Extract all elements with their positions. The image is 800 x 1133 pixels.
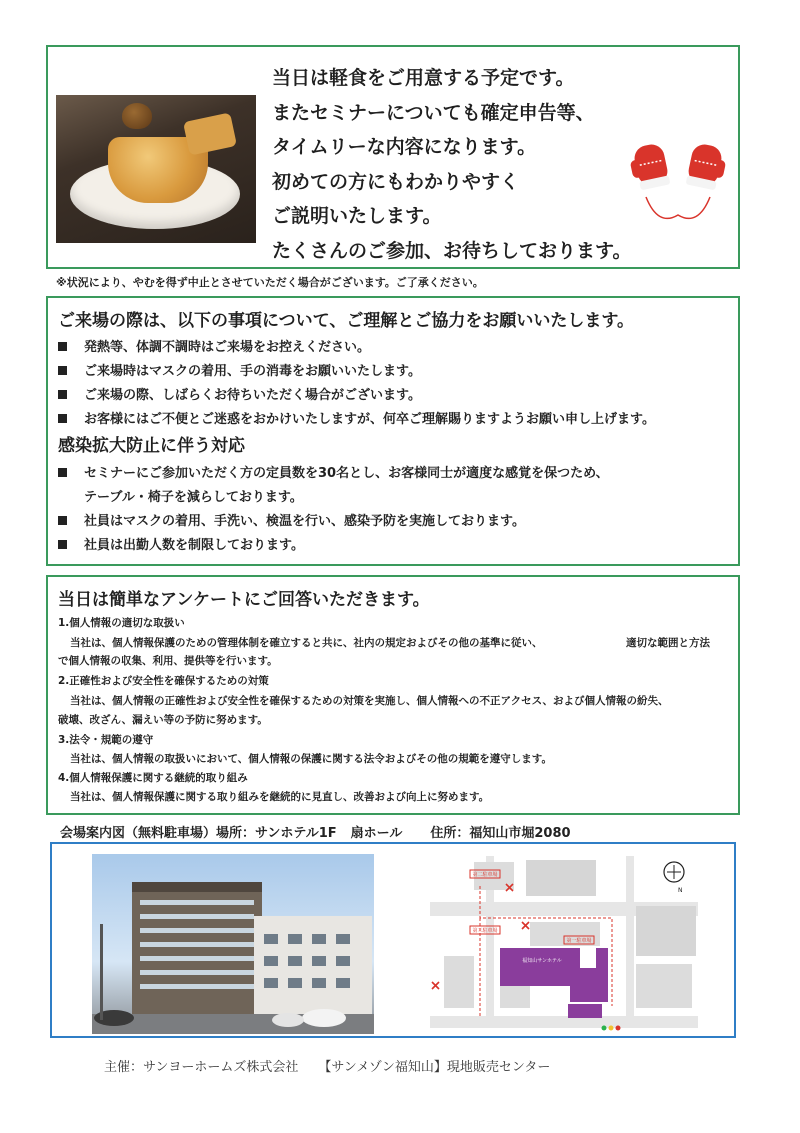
visit-rules-box bbox=[46, 296, 740, 566]
intro-line: タイムリーな内容になります。 bbox=[272, 136, 537, 158]
sales-center: 【サンメゾン福知山】現地販売センター bbox=[318, 1060, 551, 1075]
intro-line: 初めての方にもわかりやすく bbox=[272, 170, 520, 193]
privacy-text: 破壊、改ざん、漏えい等の予防に努めます。 bbox=[58, 714, 268, 726]
cancellation-notice: ※状況により、やむを得ず中止とさせていただく場合がございます。ご了承ください。 bbox=[56, 276, 484, 289]
mittens-icon bbox=[628, 135, 728, 235]
list-item: ご来場時はマスクの着用、手の消毒をお願いいたします。 bbox=[58, 360, 421, 379]
list-item: 社員はマスクの着用、手洗い、検温を行い、感染予防を実施しております。 bbox=[58, 510, 525, 529]
list-item: お客様にはご不便とご迷惑をおかけいたしますが、何卒ご理解賜りますようお願い申し上げます。 bbox=[58, 408, 655, 427]
map-label-parking1: 第一駐車場 bbox=[566, 938, 592, 944]
footer bbox=[104, 1056, 550, 1075]
privacy-text: で個人情報の収集、利用、提供等を行います。 bbox=[58, 655, 278, 667]
privacy-heading: 4.個人情報保護に関する継続的取り組み bbox=[58, 772, 248, 784]
privacy-text: 適切な範囲と方法 bbox=[626, 637, 710, 649]
venue-label: 会場案内図（無料駐車場）場所：サンホテル1F bbox=[60, 826, 337, 841]
chestnut-shape bbox=[122, 103, 152, 129]
privacy-text: 当社は、個人情報の正確性および安全性を確保するための対策を実施し、個人情報への不正アクセス、および個人情報の紛失、 bbox=[70, 695, 669, 707]
venue-info bbox=[60, 822, 571, 841]
list-item: ご来場の際、しばらくお待ちいただく場合がございます。 bbox=[58, 384, 421, 403]
intro-line: 当日は軽食をご用意する予定です。 bbox=[272, 67, 575, 89]
privacy-heading: 1.個人情報の適切な取扱い bbox=[58, 617, 185, 629]
privacy-text: 当社は、個人情報保護のための管理体制を確立すると共に、社内の規定およびその他の基準に従い、 bbox=[70, 637, 543, 649]
privacy-text: 当社は、個人情報保護に関する取り組みを継続的に見直し、改善および向上に努めます。 bbox=[70, 791, 490, 803]
organizer: 主催：サンヨーホームズ株式会社 bbox=[104, 1060, 299, 1075]
list-item-continued: テーブル・椅子を減らしております。 bbox=[84, 490, 303, 505]
list-item: セミナーにご参加いただく方の定員数を30名とし、お客様同士が適度な感覚を保つため、 bbox=[58, 462, 609, 481]
list-item: 社員は出勤人数を制限しております。 bbox=[58, 534, 304, 553]
intro-line: またセミナーについても確定申告等、 bbox=[272, 101, 595, 124]
north-indicator: N bbox=[678, 887, 683, 894]
map-label-parking2: 第二駐車場 bbox=[472, 872, 498, 878]
list-item: 発熱等、体調不調時はご来場をお控えください。 bbox=[58, 336, 370, 355]
venue-hall: 扇ホール bbox=[350, 826, 403, 841]
cake-slice-shape bbox=[183, 112, 237, 155]
survey-title: 当日は簡単なアンケートにご回答いただきます。 bbox=[58, 590, 430, 610]
intro-line: ご説明いたします。 bbox=[272, 205, 442, 227]
infection-title: 感染拡大防止に伴う対応 bbox=[58, 436, 245, 456]
survey-box bbox=[46, 575, 740, 815]
venue-map-box bbox=[50, 842, 736, 1038]
privacy-heading: 2.正確性および安全性を確保するための対策 bbox=[58, 675, 269, 687]
venue-map bbox=[430, 856, 698, 1032]
hotel-photo bbox=[92, 854, 374, 1034]
map-label-hotel: 福知山サンホテル bbox=[522, 958, 562, 964]
intro-line: たくさんのご参加、お待ちしております。 bbox=[272, 239, 632, 262]
privacy-heading: 3.法令・規範の遵守 bbox=[58, 734, 154, 746]
intro-box bbox=[46, 45, 740, 269]
food-photo bbox=[56, 95, 256, 243]
map-label-parking3: 第三駐車場 bbox=[472, 928, 498, 934]
privacy-text: 当社は、個人情報の取扱いにおいて、個人情報の保護に関する法令およびその他の規範を遵守します。 bbox=[70, 753, 552, 765]
venue-address: 住所：福知山市堀2080 bbox=[430, 826, 571, 841]
visit-title: ご来場の際は、以下の事項について、ご理解とご協力をお願いいたします。 bbox=[58, 311, 634, 331]
